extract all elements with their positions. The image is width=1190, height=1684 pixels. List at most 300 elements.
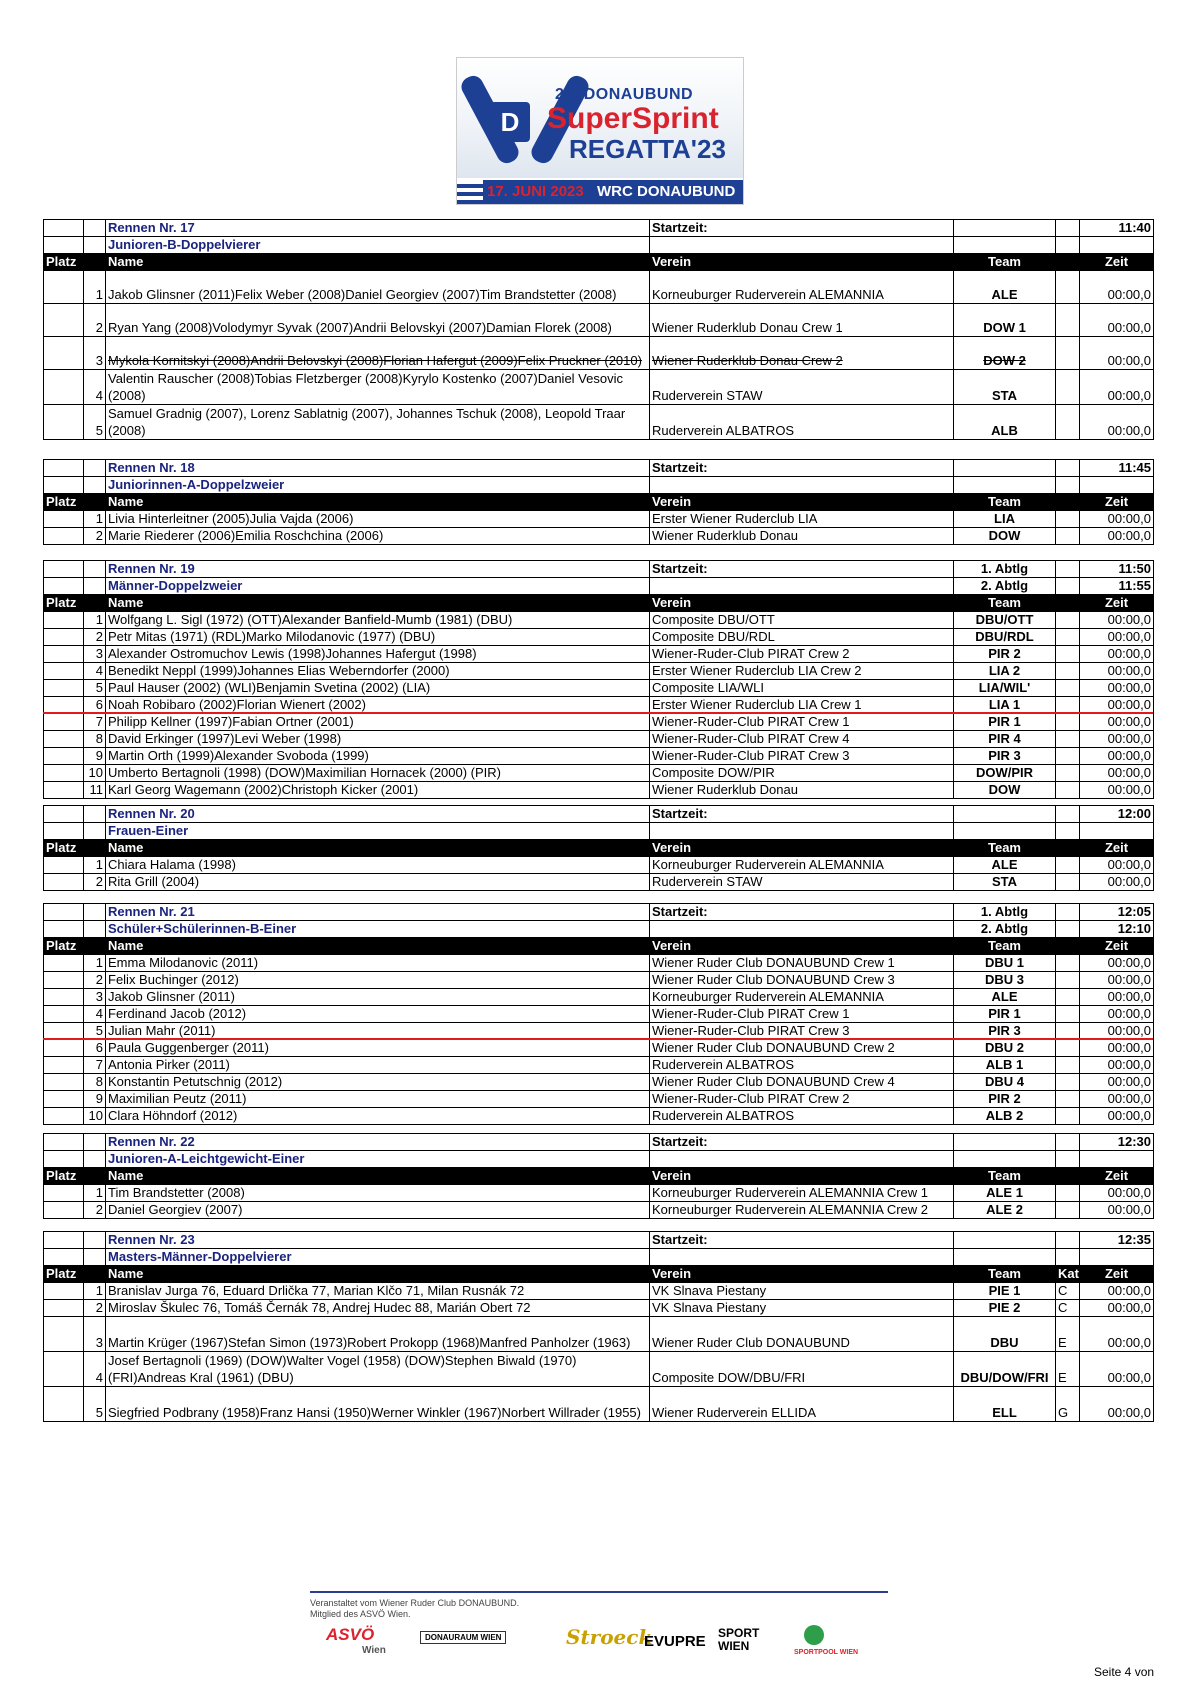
race-table xyxy=(43,805,1154,891)
blank-cell xyxy=(1056,823,1080,840)
header-zeit: Zeit xyxy=(1080,595,1154,612)
finish-time: 00:00,0 xyxy=(1080,680,1154,697)
blank-cell xyxy=(44,405,84,440)
sponsor-sport-wien: SPORT WIEN xyxy=(718,1626,760,1653)
club-name: Wiener-Ruder-Club PIRAT Crew 4 xyxy=(650,731,954,748)
place-number: 3 xyxy=(84,337,106,370)
startzeit-label: Startzeit: xyxy=(650,460,954,477)
blank-cell xyxy=(44,561,84,578)
blank-cell xyxy=(44,1040,84,1057)
finish-time: 00:00,0 xyxy=(1080,972,1154,989)
result-row xyxy=(44,955,1154,972)
place-number: 4 xyxy=(84,663,106,680)
crew-names: Daniel Georgiev (2007) xyxy=(106,1202,650,1219)
category xyxy=(1056,731,1080,748)
start-time xyxy=(1080,823,1154,840)
category xyxy=(1056,765,1080,782)
finish-time: 00:00,0 xyxy=(1080,663,1154,680)
race-number: Rennen Nr. 19 xyxy=(106,561,650,578)
abteilung-label xyxy=(954,237,1056,254)
finish-time: 00:00,0 xyxy=(1080,1300,1154,1317)
crew-names: Chiara Halama (1998) xyxy=(106,857,650,874)
finish-time: 00:00,0 xyxy=(1080,765,1154,782)
place-number: 4 xyxy=(84,1006,106,1023)
club-name: VK Slnava Piestany xyxy=(650,1283,954,1300)
result-row xyxy=(44,697,1154,714)
place-number: 7 xyxy=(84,1057,106,1074)
team-code: PIR 4 xyxy=(954,731,1056,748)
finish-time: 00:00,0 xyxy=(1080,1202,1154,1219)
category xyxy=(1056,271,1080,304)
start-time: 11:50 xyxy=(1080,561,1154,578)
header-verein: Verein xyxy=(650,595,954,612)
finish-time: 00:00,0 xyxy=(1080,1074,1154,1091)
place-number: 4 xyxy=(84,1352,106,1387)
start-time: 12:35 xyxy=(1080,1232,1154,1249)
finish-time: 00:00,0 xyxy=(1080,1091,1154,1108)
header-name: Name xyxy=(106,840,650,857)
race-number: Rennen Nr. 21 xyxy=(106,904,650,921)
finish-time: 00:00,0 xyxy=(1080,697,1154,714)
sponsor-asvo: ASVÖ xyxy=(326,1625,375,1644)
team-code: ELL xyxy=(954,1387,1056,1422)
result-row xyxy=(44,1185,1154,1202)
finish-time: 00:00,0 xyxy=(1080,511,1154,528)
blank-cell xyxy=(44,578,84,595)
header-name: Name xyxy=(106,494,650,511)
team-code: DBU 1 xyxy=(954,955,1056,972)
finish-time: 00:00,0 xyxy=(1080,955,1154,972)
club-name: Ruderverein ALBATROS xyxy=(650,1057,954,1074)
category: E xyxy=(1056,1317,1080,1352)
blank-cell xyxy=(44,1352,84,1387)
finish-time: 00:00,0 xyxy=(1080,1057,1154,1074)
header-blank xyxy=(84,595,106,612)
club-name: Ruderverein ALBATROS xyxy=(650,1108,954,1125)
header-verein: Verein xyxy=(650,938,954,955)
blank-cell xyxy=(44,714,84,731)
header-verein: Verein xyxy=(650,1266,954,1283)
result-row xyxy=(44,1057,1154,1074)
blank-cell xyxy=(650,578,954,595)
crew-names: Antonia Pirker (2011) xyxy=(106,1057,650,1074)
club-name: Wiener Ruder Club DONAUBUND Crew 1 xyxy=(650,955,954,972)
crew-names: Livia Hinterleitner (2005)Julia Vajda (2006) xyxy=(106,511,650,528)
header-name: Name xyxy=(106,254,650,271)
team-code: DBU 2 xyxy=(954,1040,1056,1057)
place-number: 5 xyxy=(84,680,106,697)
header-blank xyxy=(84,1266,106,1283)
crew-names: Jakob Glinsner (2011)Felix Weber (2008)Daniel Georgiev (2007)Tim Brandstetter (2008) xyxy=(106,271,650,304)
blank-cell xyxy=(44,460,84,477)
club-name: Wiener-Ruder-Club PIRAT Crew 1 xyxy=(650,1006,954,1023)
team-code: PIR 2 xyxy=(954,1091,1056,1108)
finish-time: 00:00,0 xyxy=(1080,629,1154,646)
team-code: ALB 1 xyxy=(954,1057,1056,1074)
race-number: Rennen Nr. 22 xyxy=(106,1134,650,1151)
place-number: 2 xyxy=(84,1202,106,1219)
header-team: Team xyxy=(954,595,1056,612)
blank-cell xyxy=(84,1249,106,1266)
club-name: Wiener-Ruder-Club PIRAT Crew 2 xyxy=(650,1091,954,1108)
logo-line2: SuperSprint xyxy=(547,102,719,135)
crew-names: Tim Brandstetter (2008) xyxy=(106,1185,650,1202)
logo-line1: 24. DONAUBUND xyxy=(555,86,694,103)
team-code: ALE 1 xyxy=(954,1185,1056,1202)
category xyxy=(1056,337,1080,370)
result-row xyxy=(44,1108,1154,1125)
blank-cell xyxy=(44,874,84,891)
finish-time: 00:00,0 xyxy=(1080,337,1154,370)
sponsor-stroeck: Stroeck xyxy=(566,1625,653,1649)
club-name: Wiener Ruderklub Donau Crew 2 xyxy=(650,337,954,370)
blank-cell xyxy=(44,1134,84,1151)
place-number: 2 xyxy=(84,528,106,545)
blank-cell xyxy=(44,823,84,840)
blank-cell xyxy=(44,370,84,405)
team-code: DBU/OTT xyxy=(954,612,1056,629)
club-name: Erster Wiener Ruderclub LIA xyxy=(650,511,954,528)
team-code: DOW 2 xyxy=(954,337,1056,370)
category xyxy=(1056,304,1080,337)
category xyxy=(1056,1040,1080,1057)
club-name: VK Slnava Piestany xyxy=(650,1300,954,1317)
club-name: Wiener-Ruder-Club PIRAT Crew 3 xyxy=(650,748,954,765)
header-name: Name xyxy=(106,938,650,955)
club-name: Ruderverein ALBATROS xyxy=(650,405,954,440)
abteilung-label: 2. Abtlg xyxy=(954,921,1056,938)
header-platz: Platz xyxy=(44,840,84,857)
blank-cell xyxy=(44,748,84,765)
header-kat xyxy=(1056,840,1080,857)
sponsor-logos xyxy=(322,1625,882,1667)
category xyxy=(1056,1091,1080,1108)
header-platz: Platz xyxy=(44,1168,84,1185)
blank-cell xyxy=(44,646,84,663)
place-number: 3 xyxy=(84,646,106,663)
place-number: 6 xyxy=(84,1040,106,1057)
result-row xyxy=(44,714,1154,731)
blank-cell xyxy=(1056,1134,1080,1151)
category xyxy=(1056,1185,1080,1202)
race-title: Männer-Doppelzweier xyxy=(106,578,650,595)
place-number: 5 xyxy=(84,405,106,440)
blank-cell xyxy=(44,1317,84,1352)
regatta-logo xyxy=(456,57,744,205)
category xyxy=(1056,370,1080,405)
blank-cell xyxy=(84,477,106,494)
crew-names: Maximilian Peutz (2011) xyxy=(106,1091,650,1108)
finish-time: 00:00,0 xyxy=(1080,1185,1154,1202)
blank-cell xyxy=(1056,921,1080,938)
finish-time: 00:00,0 xyxy=(1080,304,1154,337)
result-row xyxy=(44,304,1154,337)
blank-cell xyxy=(1056,460,1080,477)
abteilung-label xyxy=(954,477,1056,494)
team-code: ALE xyxy=(954,271,1056,304)
result-row xyxy=(44,857,1154,874)
team-code: DBU xyxy=(954,1317,1056,1352)
column-header-row xyxy=(44,840,1154,857)
crew-names: Julian Mahr (2011) xyxy=(106,1023,650,1040)
header-verein: Verein xyxy=(650,840,954,857)
category xyxy=(1056,1023,1080,1040)
result-row xyxy=(44,370,1154,405)
result-row xyxy=(44,731,1154,748)
header-zeit: Zeit xyxy=(1080,1266,1154,1283)
blank-cell xyxy=(44,1091,84,1108)
blank-cell xyxy=(84,806,106,823)
result-row xyxy=(44,1023,1154,1040)
result-row xyxy=(44,874,1154,891)
place-number: 9 xyxy=(84,1091,106,1108)
team-code: DOW 1 xyxy=(954,304,1056,337)
category xyxy=(1056,680,1080,697)
blank-cell xyxy=(44,1300,84,1317)
result-row xyxy=(44,748,1154,765)
header-kat xyxy=(1056,1168,1080,1185)
logo-venue: WRC DONAUBUND xyxy=(597,183,736,200)
result-row xyxy=(44,765,1154,782)
club-name: Composite DOW/PIR xyxy=(650,765,954,782)
header-zeit: Zeit xyxy=(1080,1168,1154,1185)
crew-names: Mykola Kornitskyi (2008)Andrii Belovskyi (2008)Florian Hafergut (2009)Felix Pruckner (2010) xyxy=(106,337,650,370)
blank-cell xyxy=(1056,237,1080,254)
race-title: Junioren-B-Doppelvierer xyxy=(106,237,650,254)
result-row xyxy=(44,663,1154,680)
header-team: Team xyxy=(954,840,1056,857)
result-row xyxy=(44,1074,1154,1091)
team-code: ALB 2 xyxy=(954,1108,1056,1125)
blank-cell xyxy=(650,823,954,840)
team-code: DBU/DOW/FRI xyxy=(954,1352,1056,1387)
category xyxy=(1056,874,1080,891)
club-name: Wiener Ruderklub Donau xyxy=(650,782,954,799)
team-code: ALE 2 xyxy=(954,1202,1056,1219)
team-code: LIA/WIL' xyxy=(954,680,1056,697)
finish-time: 00:00,0 xyxy=(1080,714,1154,731)
result-row xyxy=(44,989,1154,1006)
header-team: Team xyxy=(954,1266,1056,1283)
blank-cell xyxy=(44,337,84,370)
team-code: LIA xyxy=(954,511,1056,528)
header-zeit: Zeit xyxy=(1080,254,1154,271)
race-table xyxy=(43,1133,1154,1219)
place-number: 10 xyxy=(84,765,106,782)
place-number: 1 xyxy=(84,511,106,528)
team-code: ALB xyxy=(954,405,1056,440)
finish-time: 00:00,0 xyxy=(1080,874,1154,891)
crew-names: Alexander Ostromuchov Lewis (1998)Johannes Hafergut (1998) xyxy=(106,646,650,663)
finish-time: 00:00,0 xyxy=(1080,731,1154,748)
abteilung-label: 1. Abtlg xyxy=(954,904,1056,921)
club-name: Composite DBU/RDL xyxy=(650,629,954,646)
team-code: STA xyxy=(954,370,1056,405)
blank-cell xyxy=(44,304,84,337)
race-number-row xyxy=(44,1232,1154,1249)
column-header-row xyxy=(44,595,1154,612)
header-kat xyxy=(1056,254,1080,271)
abteilung-label xyxy=(954,1232,1056,1249)
result-row xyxy=(44,1040,1154,1057)
header-name: Name xyxy=(106,1168,650,1185)
category xyxy=(1056,1074,1080,1091)
place-number: 2 xyxy=(84,1300,106,1317)
finish-time: 00:00,0 xyxy=(1080,1317,1154,1352)
race-number-row xyxy=(44,561,1154,578)
team-code: PIE 2 xyxy=(954,1300,1056,1317)
race-title-row xyxy=(44,477,1154,494)
club-name: Erster Wiener Ruderclub LIA Crew 2 xyxy=(650,663,954,680)
blank-cell xyxy=(44,629,84,646)
header-verein: Verein xyxy=(650,1168,954,1185)
category xyxy=(1056,646,1080,663)
race-table xyxy=(43,903,1154,1125)
place-number: 4 xyxy=(84,370,106,405)
club-name: Wiener-Ruder-Club PIRAT Crew 2 xyxy=(650,646,954,663)
category: C xyxy=(1056,1300,1080,1317)
crew-names: Ferdinand Jacob (2012) xyxy=(106,1006,650,1023)
club-name: Korneuburger Ruderverein ALEMANNIA xyxy=(650,857,954,874)
header-zeit: Zeit xyxy=(1080,494,1154,511)
place-number: 9 xyxy=(84,748,106,765)
club-name: Composite DBU/OTT xyxy=(650,612,954,629)
crew-names: Marie Riederer (2006)Emilia Roschchina (2006) xyxy=(106,528,650,545)
crew-names: Petr Mitas (1971) (RDL)Marko Milodanovic (1977) (DBU) xyxy=(106,629,650,646)
club-name: Wiener Ruderklub Donau Crew 1 xyxy=(650,304,954,337)
place-number: 3 xyxy=(84,1317,106,1352)
blank-cell xyxy=(84,561,106,578)
start-time: 12:05 xyxy=(1080,904,1154,921)
club-name: Korneuburger Ruderverein ALEMANNIA Crew 1 xyxy=(650,1185,954,1202)
startzeit-label: Startzeit: xyxy=(650,1134,954,1151)
blank-cell xyxy=(44,477,84,494)
crew-names: Emma Milodanovic (2011) xyxy=(106,955,650,972)
blank-cell xyxy=(44,680,84,697)
place-number: 2 xyxy=(84,972,106,989)
club-name: Ruderverein STAW xyxy=(650,874,954,891)
team-code: DOW xyxy=(954,528,1056,545)
place-number: 1 xyxy=(84,271,106,304)
blank-cell xyxy=(44,1074,84,1091)
startzeit-label: Startzeit: xyxy=(650,1232,954,1249)
place-number: 3 xyxy=(84,989,106,1006)
place-number: 5 xyxy=(84,1387,106,1422)
place-number: 1 xyxy=(84,1185,106,1202)
race-title-row xyxy=(44,1151,1154,1168)
start-time: 12:00 xyxy=(1080,806,1154,823)
race-table xyxy=(43,1231,1154,1422)
blank-cell xyxy=(1056,561,1080,578)
place-number: 1 xyxy=(84,955,106,972)
team-code: DBU 4 xyxy=(954,1074,1056,1091)
category: C xyxy=(1056,1283,1080,1300)
team-code: PIE 1 xyxy=(954,1283,1056,1300)
blank-cell xyxy=(84,823,106,840)
footer-line1: Veranstaltet vom Wiener Ruder Club DONAUBUND. xyxy=(310,1598,520,1608)
blank-cell xyxy=(44,782,84,799)
blank-cell xyxy=(44,904,84,921)
race-number-row xyxy=(44,806,1154,823)
result-row xyxy=(44,271,1154,304)
blank-cell xyxy=(84,1232,106,1249)
team-code: ALE xyxy=(954,989,1056,1006)
race-number: Rennen Nr. 23 xyxy=(106,1232,650,1249)
finish-time: 00:00,0 xyxy=(1080,782,1154,799)
crew-names: Valentin Rauscher (2008)Tobias Fletzberger (2008)Kyrylo Kostenko (2007)Daniel Vesovic (2008) xyxy=(106,370,650,405)
race-number-row xyxy=(44,220,1154,237)
sponsor-donauraum: DONAURAUM WIEN xyxy=(420,1631,506,1644)
race-title-row xyxy=(44,823,1154,840)
place-number: 8 xyxy=(84,731,106,748)
abteilung-label xyxy=(954,460,1056,477)
blank-cell xyxy=(44,528,84,545)
logo-stripes xyxy=(457,180,483,204)
club-name: Wiener Ruder Club DONAUBUND Crew 2 xyxy=(650,1040,954,1057)
team-code: STA xyxy=(954,874,1056,891)
blank-cell xyxy=(44,989,84,1006)
blank-cell xyxy=(1056,904,1080,921)
abteilung-label xyxy=(954,1249,1056,1266)
club-name: Wiener Ruder Club DONAUBUND xyxy=(650,1317,954,1352)
red-separator-line xyxy=(43,712,1153,714)
blank-cell xyxy=(1056,806,1080,823)
place-number: 2 xyxy=(84,874,106,891)
header-zeit: Zeit xyxy=(1080,840,1154,857)
blank-cell xyxy=(44,1108,84,1125)
race-title: Junioren-A-Leichtgewicht-Einer xyxy=(106,1151,650,1168)
footer-divider xyxy=(310,1591,888,1593)
blank-cell xyxy=(44,1249,84,1266)
footer-line2: Mitglied des ASVÖ Wien. xyxy=(310,1609,411,1619)
blank-cell xyxy=(84,1134,106,1151)
header-name: Name xyxy=(106,1266,650,1283)
race-title: Schüler+Schülerinnen-B-Einer xyxy=(106,921,650,938)
crew-names: Martin Krüger (1967)Stefan Simon (1973)Robert Prokopp (1968)Manfred Panholzer (1963) xyxy=(106,1317,650,1352)
category xyxy=(1056,1202,1080,1219)
result-row xyxy=(44,1352,1154,1387)
column-header-row xyxy=(44,494,1154,511)
category xyxy=(1056,528,1080,545)
category xyxy=(1056,1057,1080,1074)
blank-cell xyxy=(1056,220,1080,237)
finish-time: 00:00,0 xyxy=(1080,1283,1154,1300)
blank-cell xyxy=(84,220,106,237)
abteilung-label: 2. Abtlg xyxy=(954,578,1056,595)
category xyxy=(1056,857,1080,874)
race-table xyxy=(43,459,1154,545)
blank-cell xyxy=(44,955,84,972)
result-row xyxy=(44,1202,1154,1219)
crew-names: Samuel Gradnig (2007), Lorenz Sablatnig (2007), Johannes Tschuk (2008), Leopold Traar (2008) xyxy=(106,405,650,440)
blank-cell xyxy=(44,1387,84,1422)
blank-cell xyxy=(44,731,84,748)
blank-cell xyxy=(44,1232,84,1249)
blank-cell xyxy=(84,460,106,477)
blank-cell xyxy=(44,1185,84,1202)
crew-names: Siegfried Podbrany (1958)Franz Hansi (1950)Werner Winkler (1967)Norbert Willrader (1955) xyxy=(106,1387,650,1422)
header-name: Name xyxy=(106,595,650,612)
result-row xyxy=(44,1300,1154,1317)
team-code: DBU 3 xyxy=(954,972,1056,989)
place-number: 8 xyxy=(84,1074,106,1091)
result-row xyxy=(44,511,1154,528)
start-time: 11:45 xyxy=(1080,460,1154,477)
blank-cell xyxy=(84,237,106,254)
blank-cell xyxy=(1056,1232,1080,1249)
club-name: Korneuburger Ruderverein ALEMANNIA xyxy=(650,989,954,1006)
category xyxy=(1056,511,1080,528)
